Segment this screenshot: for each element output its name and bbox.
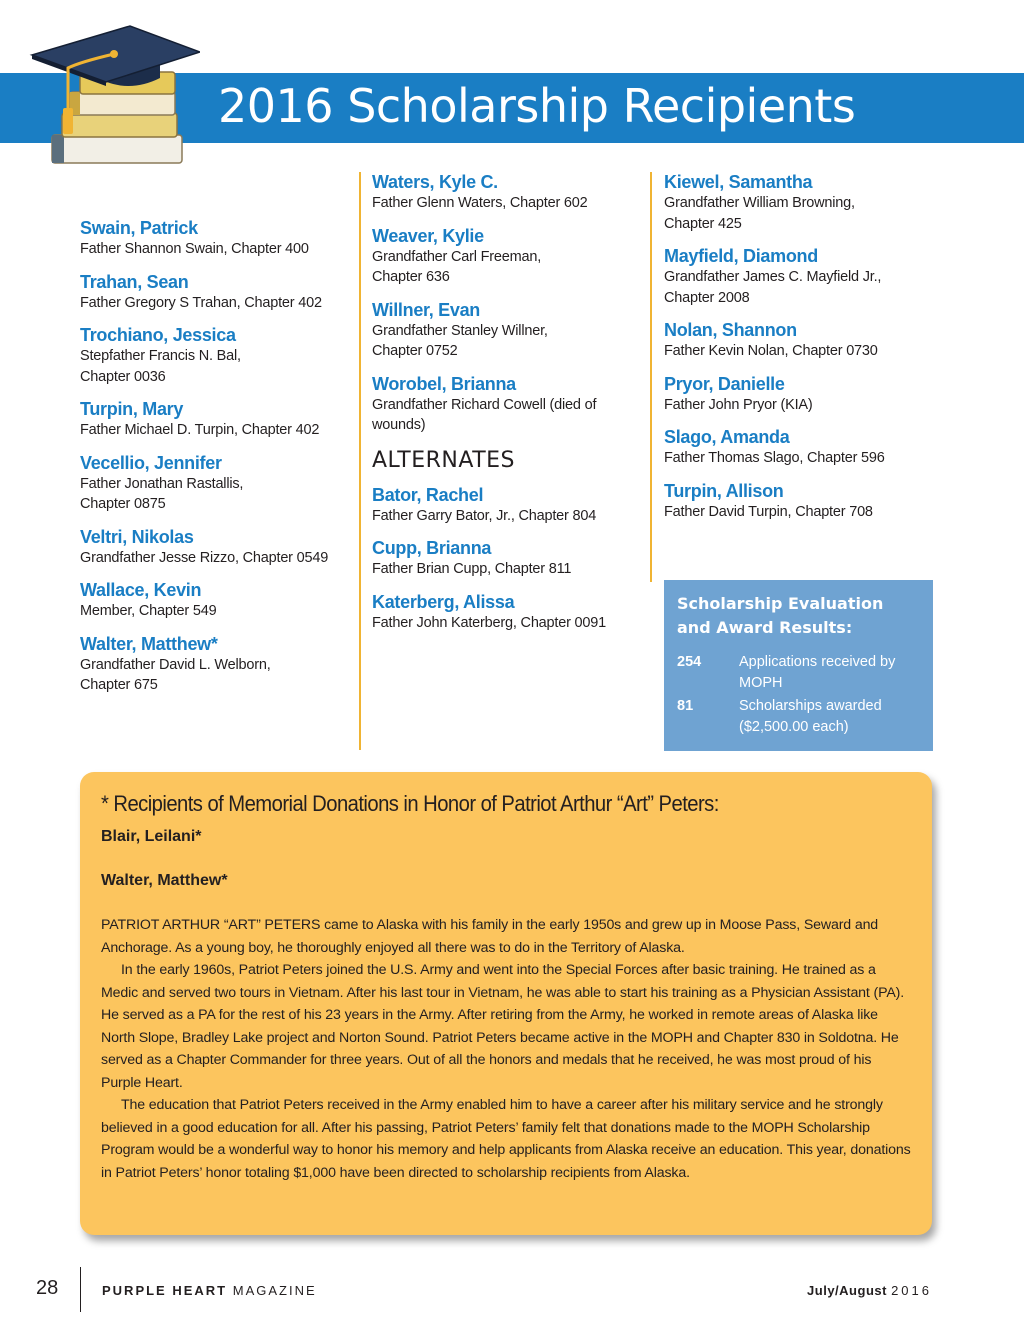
evaluation-text: Applications received by MOPH xyxy=(739,654,896,691)
alternates-heading: ALTERNATES xyxy=(372,447,516,473)
alternate-relation: Father Brian Cupp, Chapter 811 xyxy=(372,561,572,577)
recipient-relation: Father Michael D. Turpin, Chapter 402 xyxy=(80,422,320,438)
alternate-entry xyxy=(372,592,647,634)
memorial-recipient-name: Blair, Leilani* xyxy=(101,828,202,845)
recipient-name: Weaver, Kylie xyxy=(372,225,484,246)
alternate-entry xyxy=(372,538,647,580)
evaluation-number: 81 xyxy=(677,698,694,714)
memorial-paragraph: The education that Patriot Peters received in the Army enabled him to have a career after his military service and he strongly believed in a good education for all. After his passing, Patriot Peters’ family felt that donations made to the MOPH Scholarship Program would be a wonderful way to honor his memory and help applicants from Alaska receive an education. This year, donations in Patriot Peters’ honor totaling $1,000 have been directed to scholarship recipients from Alaska. xyxy=(101,1097,911,1181)
recipient-name: Kiewel, Samantha xyxy=(664,172,813,192)
memorial-paragraph: PATRIOT ARTHUR “ART” PETERS came to Alaska with his family in the early 1950s and grew up in Moose Pass, Seward and Anchorage. As a young boy, he thoroughly enjoyed all there was to do in the Territory of Alaska. xyxy=(101,917,879,956)
recipient-entry xyxy=(80,453,350,515)
recipient-name: Turpin, Allison xyxy=(664,480,784,501)
recipient-name: Worobel, Brianna xyxy=(372,373,516,394)
page-number: 28 xyxy=(36,1277,59,1299)
evaluation-text: Scholarships awarded ($2,500.00 each) xyxy=(739,698,882,735)
recipient-name: Waters, Kyle C. xyxy=(372,172,498,192)
page-title: 2016 Scholarship Recipients xyxy=(218,79,856,133)
recipient-entry xyxy=(80,634,350,696)
recipient-name: Trahan, Sean xyxy=(80,271,189,292)
recipient-entry xyxy=(664,427,934,469)
memorial-recipient-name: Walter, Matthew* xyxy=(101,872,228,889)
recipient-name: Nolan, Shannon xyxy=(664,320,797,340)
issue-months: July/August xyxy=(807,1283,887,1298)
recipient-name: Wallace, Kevin xyxy=(80,580,202,600)
recipient-entry xyxy=(80,218,350,260)
evaluation-row xyxy=(677,652,921,694)
recipient-relation: Father Glenn Waters, Chapter 602 xyxy=(372,195,588,211)
recipient-entry xyxy=(80,399,350,441)
recipient-name: Willner, Evan xyxy=(372,299,480,320)
recipient-entry xyxy=(372,300,647,362)
alternate-entry xyxy=(372,485,647,527)
alternate-name: Cupp, Brianna xyxy=(372,538,492,558)
recipient-relation: Father Jonathan Rastallis, Chapter 0875 xyxy=(80,475,244,512)
recipient-entry xyxy=(664,481,934,523)
recipient-entry xyxy=(664,246,934,308)
evaluation-results-box xyxy=(664,580,933,751)
evaluation-title: Scholarship Evaluation and Award Results: xyxy=(677,594,884,637)
recipient-relation: Member, Chapter 549 xyxy=(80,603,217,619)
recipient-entry xyxy=(80,325,350,387)
recipient-entry xyxy=(372,374,647,436)
recipient-name: Vecellio, Jennifer xyxy=(80,452,222,473)
recipients-column-1 xyxy=(80,218,350,708)
memorial-donations-box xyxy=(80,772,932,1235)
recipient-name: Trochiano, Jessica xyxy=(80,325,236,345)
recipient-relation: Grandfather David L. Welborn, Chapter 675 xyxy=(80,656,271,693)
recipient-relation: Grandfather Jesse Rizzo, Chapter 0549 xyxy=(80,549,329,566)
recipient-relation: Grandfather William Browning, Chapter 425 xyxy=(664,195,855,232)
recipient-entry xyxy=(372,226,647,288)
recipient-relation: Father Shannon Swain, Chapter 400 xyxy=(80,241,309,257)
recipient-relation: Grandfather Stanley Willner, Chapter 0752 xyxy=(372,322,548,359)
recipient-entry xyxy=(664,172,934,234)
magazine-name xyxy=(102,1283,317,1298)
alternate-name: Katerberg, Alissa xyxy=(372,591,515,612)
issue-year: 2016 xyxy=(891,1283,932,1298)
recipient-name: Mayfield, Diamond xyxy=(664,246,818,266)
recipient-relation: Stepfather Francis N. Bal, Chapter 0036 xyxy=(80,348,241,385)
recipient-name: Swain, Patrick xyxy=(80,218,198,238)
evaluation-number: 254 xyxy=(677,654,702,670)
graduation-cap-books-icon xyxy=(10,10,200,180)
magazine-name-rest: MAGAZINE xyxy=(232,1283,317,1298)
alternate-relation: Father John Katerberg, Chapter 0091 xyxy=(372,614,607,631)
recipient-name: Walter, Matthew* xyxy=(80,633,218,654)
issue-date xyxy=(807,1283,932,1298)
recipients-column-2 xyxy=(372,172,647,645)
recipient-relation: Father Gregory S Trahan, Chapter 402 xyxy=(80,294,322,311)
recipient-entry xyxy=(664,320,934,362)
recipient-relation: Grandfather James C. Mayfield Jr., Chapter 2008 xyxy=(664,269,882,306)
recipient-entry xyxy=(664,374,934,416)
recipient-name: Veltri, Nikolas xyxy=(80,526,194,547)
recipient-relation: Grandfather Richard Cowell (died of wounds) xyxy=(372,396,597,433)
alternate-relation: Father Garry Bator, Jr., Chapter 804 xyxy=(372,507,597,524)
recipient-entry xyxy=(372,172,647,214)
memorial-title: * Recipients of Memorial Donations in Honor of Patriot Arthur “Art” Peters: xyxy=(101,791,719,816)
recipients-column-3 xyxy=(664,172,934,534)
recipient-relation: Father David Turpin, Chapter 708 xyxy=(664,503,873,520)
recipient-name: Slago, Amanda xyxy=(664,427,790,447)
recipient-relation: Father Kevin Nolan, Chapter 0730 xyxy=(664,343,878,359)
evaluation-row xyxy=(677,696,921,738)
recipient-entry xyxy=(80,527,350,569)
column-divider xyxy=(359,172,361,750)
memorial-paragraph: In the early 1960s, Patriot Peters joined the U.S. Army and went into the Special Forces after basic training. He trained as a Medic and served two tours in Vietnam. After his last tour in Vietnam, he was able to start his training as a Physician Assistant (PA). He served as a PA for the rest of his 23 years in the Army. After retiring from the Army, he worked in remote areas of Alaska like North Slope, Bradley Lake project and Norton Sound. Patriot Peters became active in the MOPH and Chapter 830 in Soldotna. He served as a Chapter Commander for three years. Out of all the honors and medals that he received, he was most proud of his Purple Heart. xyxy=(101,962,905,1091)
recipient-relation: Father Thomas Slago, Chapter 596 xyxy=(664,450,885,466)
recipient-name: Pryor, Danielle xyxy=(664,373,785,394)
column-divider xyxy=(650,172,652,582)
recipient-relation: Father John Pryor (KIA) xyxy=(664,396,813,413)
recipient-name: Turpin, Mary xyxy=(80,399,184,419)
magazine-name-bold: PURPLE HEART xyxy=(102,1283,228,1298)
alternate-name: Bator, Rachel xyxy=(372,484,484,505)
recipient-relation: Grandfather Carl Freeman, Chapter 636 xyxy=(372,248,542,285)
recipient-entry xyxy=(80,272,350,314)
recipient-entry xyxy=(80,580,350,622)
footer-divider xyxy=(80,1267,81,1312)
